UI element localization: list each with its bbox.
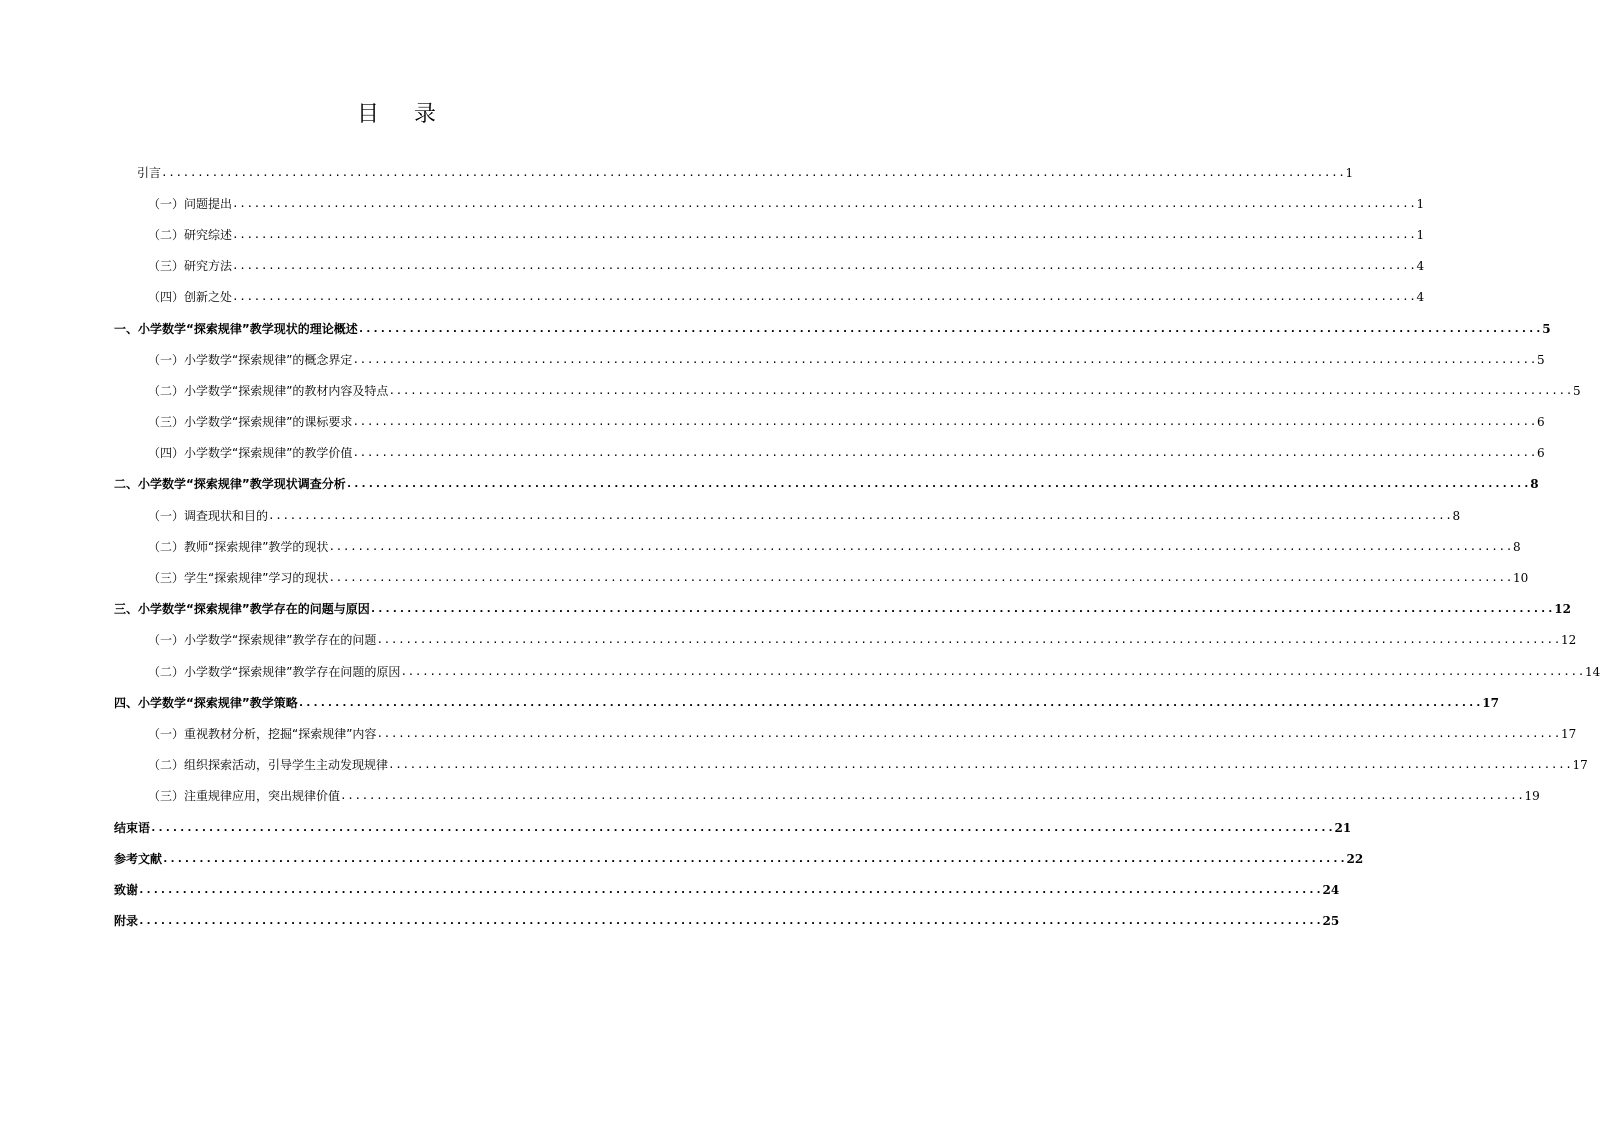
toc-entry-label: （四）小学数学“探索规律”的教学价值 — [148, 446, 353, 461]
toc-entry-page: 17 — [1560, 726, 1577, 741]
toc-list — [0, 157, 1600, 937]
toc-entry-page: 1 — [1416, 227, 1425, 242]
toc-entry-label: （一）问题提出 — [148, 196, 233, 211]
toc-entry-label: （三）小学数学“探索规律”的课标要求 — [148, 415, 353, 430]
toc-entry[interactable] — [0, 843, 1364, 874]
toc-entry-leader: .................................................................................................................................................................... — [328, 571, 1513, 585]
toc-entry[interactable] — [0, 157, 1354, 188]
toc-entry[interactable] — [0, 750, 1588, 781]
toc-entry-label: （二）组织探索活动，引导学生主动发现规律 — [148, 758, 389, 773]
toc-entry-label: 参考文献 — [114, 851, 163, 866]
toc-entry[interactable] — [0, 438, 1545, 469]
toc-entry-page: 5 — [1542, 321, 1551, 336]
toc-entry-page: 6 — [1536, 446, 1545, 461]
toc-entry-leader: .................................................................................................................................................................... — [232, 196, 1417, 210]
toc-entry-page: 4 — [1416, 259, 1425, 274]
toc-entry-leader: .................................................................................................................................................................... — [352, 415, 1537, 429]
toc-entry-label: （二）小学数学“探索规律”的教材内容及特点 — [148, 383, 389, 398]
toc-entry-leader: .................................................................................................................................................................... — [388, 758, 1573, 772]
toc-entry-leader: .................................................................................................................................................................... — [376, 726, 1561, 740]
toc-entry-leader: .................................................................................................................................................................... — [400, 664, 1585, 678]
toc-entry-leader: .................................................................................................................................................................... — [369, 602, 1555, 616]
toc-entry-label: （二）研究综述 — [148, 227, 233, 242]
toc-entry[interactable] — [0, 188, 1425, 219]
toc-entry[interactable] — [0, 500, 1461, 531]
toc-entry[interactable] — [0, 562, 1529, 593]
toc-entry[interactable] — [0, 687, 1499, 718]
toc-entry-label: （一）重视教材分析，挖掘“探索规律”内容 — [148, 726, 377, 741]
toc-entry-page: 10 — [1512, 571, 1529, 586]
toc-entry-leader: .................................................................................................................................................................... — [357, 321, 1543, 335]
toc-entry-page: 8 — [1512, 539, 1521, 554]
toc-entry-leader: .................................................................................................................................................................... — [345, 477, 1531, 491]
toc-entry-leader: .................................................................................................................................................................... — [340, 789, 1525, 803]
toc-entry-leader: .................................................................................................................................................................... — [268, 508, 1453, 522]
toc-entry-label: 附录 — [114, 914, 139, 929]
toc-entry-page: 24 — [1322, 882, 1340, 897]
toc-entry-leader: .................................................................................................................................................................... — [161, 165, 1346, 179]
toc-entry-leader: .................................................................................................................................................................... — [162, 851, 1347, 865]
toc-entry[interactable] — [0, 874, 1340, 905]
toc-entry[interactable] — [0, 344, 1545, 375]
toc-entry[interactable] — [0, 375, 1581, 406]
toc-entry[interactable] — [0, 251, 1425, 282]
toc-entry-label: （三）研究方法 — [148, 259, 233, 274]
toc-entry[interactable] — [0, 282, 1425, 313]
toc-entry-page: 8 — [1530, 477, 1539, 492]
toc-entry-leader: .................................................................................................................................................................... — [388, 383, 1573, 397]
toc-entry-label: 三、小学数学“探索规律”教学存在的问题与原因 — [114, 602, 370, 617]
toc-entry-page: 17 — [1482, 695, 1499, 710]
toc-entry-label: （四）创新之处 — [148, 290, 233, 305]
toc-entry-leader: .................................................................................................................................................................... — [138, 914, 1323, 928]
page-title: 目 录 — [357, 102, 450, 127]
toc-entry-page: 6 — [1536, 415, 1545, 430]
toc-entry-leader: .................................................................................................................................................................... — [352, 446, 1537, 460]
toc-entry-page: 12 — [1560, 633, 1577, 648]
toc-entry-label: 一、小学数学“探索规律”教学现状的理论概述 — [114, 321, 358, 336]
toc-entry-label: 致谢 — [114, 882, 139, 897]
toc-entry-page: 12 — [1554, 602, 1571, 617]
toc-entry-label: 二、小学数学“探索规律”教学现状调查分析 — [114, 477, 346, 492]
toc-entry[interactable] — [0, 718, 1577, 749]
toc-entry[interactable] — [0, 656, 1600, 687]
toc-entry-label: （三）学生“探索规律”学习的现状 — [148, 571, 329, 586]
toc-entry-label: （三）注重规律应用，突出规律价值 — [148, 789, 341, 804]
toc-entry-label: （一）小学数学“探索规律”的概念界定 — [148, 352, 353, 367]
toc-entry-page: 17 — [1572, 758, 1588, 773]
toc-entry-page: 14 — [1584, 664, 1600, 679]
toc-entry[interactable] — [0, 219, 1425, 250]
toc-entry-page: 8 — [1452, 508, 1461, 523]
toc-entry[interactable] — [0, 812, 1352, 843]
toc-entry[interactable] — [0, 906, 1340, 937]
toc-entry-page: 1 — [1416, 196, 1425, 211]
toc-entry[interactable] — [0, 407, 1545, 438]
toc-entry[interactable] — [0, 781, 1540, 812]
toc-entry[interactable] — [0, 469, 1539, 500]
toc-entry-leader: .................................................................................................................................................................... — [232, 227, 1417, 241]
toc-entry-label: （二）小学数学“探索规律”教学存在问题的原因 — [148, 664, 401, 679]
toc-entry-label: （二）教师“探索规律”教学的现状 — [148, 539, 329, 554]
toc-entry-leader: .................................................................................................................................................................... — [352, 352, 1537, 366]
toc-entry-label: （一）调查现状和目的 — [148, 508, 269, 523]
toc-entry-leader: .................................................................................................................................................................... — [232, 290, 1417, 304]
toc-entry[interactable] — [0, 625, 1577, 656]
toc-entry-leader: .................................................................................................................................................................... — [138, 882, 1323, 896]
toc-entry-page: 22 — [1346, 851, 1364, 866]
toc-entry-label: （一）小学数学“探索规律”教学存在的问题 — [148, 633, 377, 648]
toc-entry-label: 引言 — [137, 165, 162, 180]
toc-entry-leader: .................................................................................................................................................................... — [297, 695, 1483, 709]
toc-entry-page: 4 — [1416, 290, 1425, 305]
toc-entry-page: 25 — [1322, 914, 1340, 929]
toc-entry-leader: .................................................................................................................................................................... — [328, 539, 1513, 553]
toc-entry-leader: .................................................................................................................................................................... — [376, 633, 1561, 647]
toc-entry-leader: .................................................................................................................................................................... — [232, 259, 1417, 273]
toc-entry-page: 5 — [1572, 383, 1581, 398]
toc-entry-page: 21 — [1334, 820, 1352, 835]
toc-entry[interactable] — [0, 313, 1551, 344]
toc-entry-page: 19 — [1524, 789, 1540, 804]
toc-entry-label: 结束语 — [114, 820, 151, 835]
toc-entry-page: 1 — [1345, 165, 1354, 180]
toc-entry[interactable] — [0, 531, 1521, 562]
toc-entry[interactable] — [0, 594, 1571, 625]
toc-entry-page: 5 — [1536, 352, 1545, 367]
toc-entry-leader: .................................................................................................................................................................... — [150, 820, 1335, 834]
toc-entry-label: 四、小学数学“探索规律”教学策略 — [114, 695, 298, 710]
